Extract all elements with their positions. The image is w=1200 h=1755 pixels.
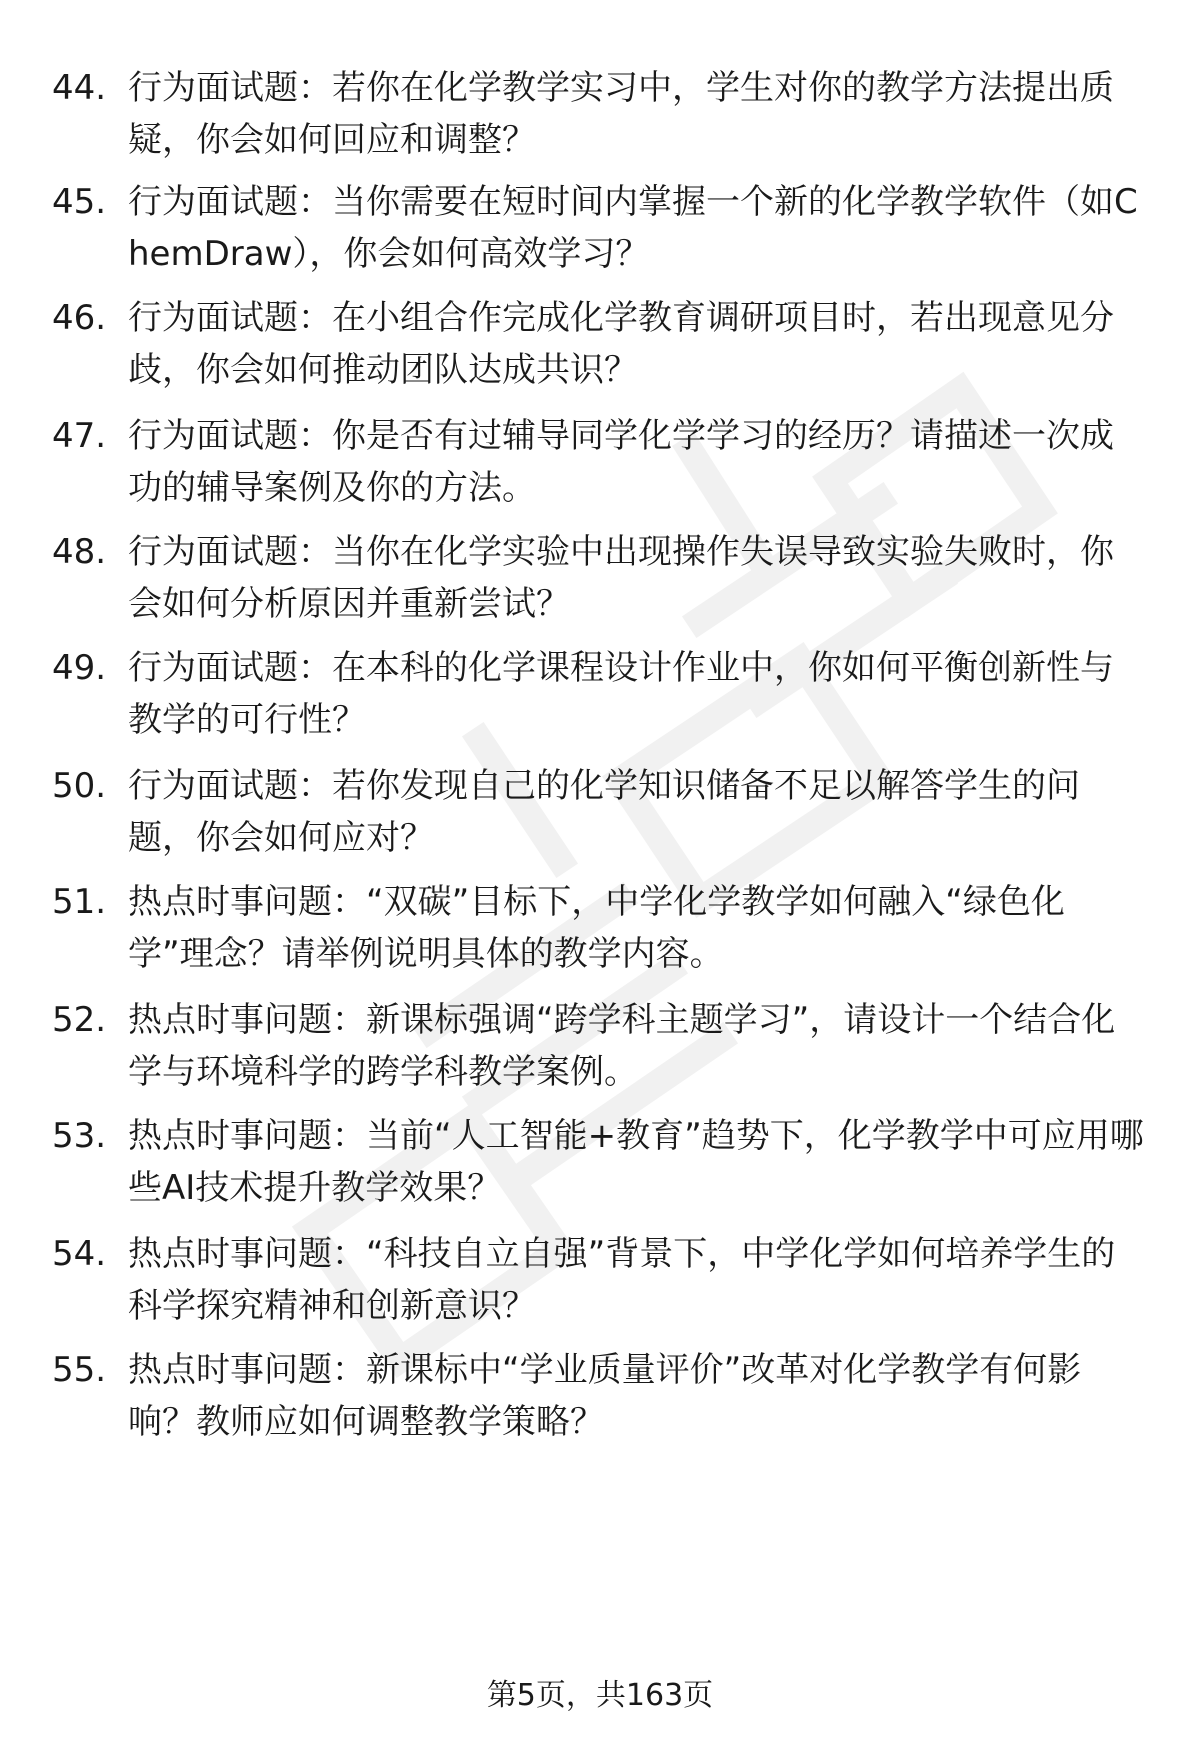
question-item [0,176,1200,296]
question-item [0,410,1200,530]
question-item [0,526,1200,646]
question-text: 热点时事问题：新课标强调“跨学科主题学习”，请设计一个结合化学与环境科学的跨学科教学案例。 [128,1000,1116,1092]
question-number: 49. [52,648,107,688]
question-text: 行为面试题：当你需要在短时间内掌握一个新的化学教学软件（如ChemDraw），你会如何高效学习？ [128,182,1138,274]
question-number: 52. [52,1000,107,1040]
question-text: 热点时事问题：“双碳”目标下，中学化学教学如何融入“绿色化学”理念？请举例说明具体的教学内容。 [128,882,1065,974]
question-item [0,1110,1200,1230]
question-number: 54. [52,1234,107,1274]
question-item [0,994,1200,1114]
question-text: 行为面试题：若你发现自己的化学知识储备不足以解答学生的问题，你会如何应对？ [128,766,1080,858]
question-text: 热点时事问题：当前“人工智能+教育”趋势下，化学教学中可应用哪些AI技术提升教学效果？ [128,1116,1144,1208]
question-number: 44. [52,68,107,108]
question-number: 47. [52,416,107,456]
question-text: 行为面试题：若你在化学教学实习中，学生对你的教学方法提出质疑，你会如何回应和调整？ [128,68,1114,160]
question-number: 53. [52,1116,107,1156]
question-number: 55. [52,1350,107,1390]
question-text: 行为面试题：你是否有过辅导同学化学学习的经历？请描述一次成功的辅导案例及你的方法。 [128,416,1114,508]
question-text: 行为面试题：当你在化学实验中出现操作失误导致实验失败时，你会如何分析原因并重新尝试？ [128,532,1114,624]
question-text: 行为面试题：在本科的化学课程设计作业中，你如何平衡创新性与教学的可行性？ [128,648,1114,740]
question-text: 热点时事问题：“科技自立自强”背景下，中学化学如何培养学生的科学探究精神和创新意识？ [128,1234,1116,1326]
question-number: 48. [52,532,107,572]
question-item [0,1228,1200,1348]
question-item [0,876,1200,996]
question-item [0,292,1200,412]
question-item [0,642,1200,762]
question-item [0,1344,1200,1464]
page-number-footer: 第5页，共163页 [486,1678,714,1713]
question-text: 行为面试题：在小组合作完成化学教育调研项目时，若出现意见分歧，你会如何推动团队达成共识？ [128,298,1114,390]
question-item [0,760,1200,880]
question-number: 45. [52,182,107,222]
question-number: 51. [52,882,107,922]
question-number: 50. [52,766,107,806]
question-number: 46. [52,298,107,338]
question-item [0,62,1200,182]
question-text: 热点时事问题：新课标中“学业质量评价”改革对化学教学有何影响？教师应如何调整教学策略？ [128,1350,1082,1442]
